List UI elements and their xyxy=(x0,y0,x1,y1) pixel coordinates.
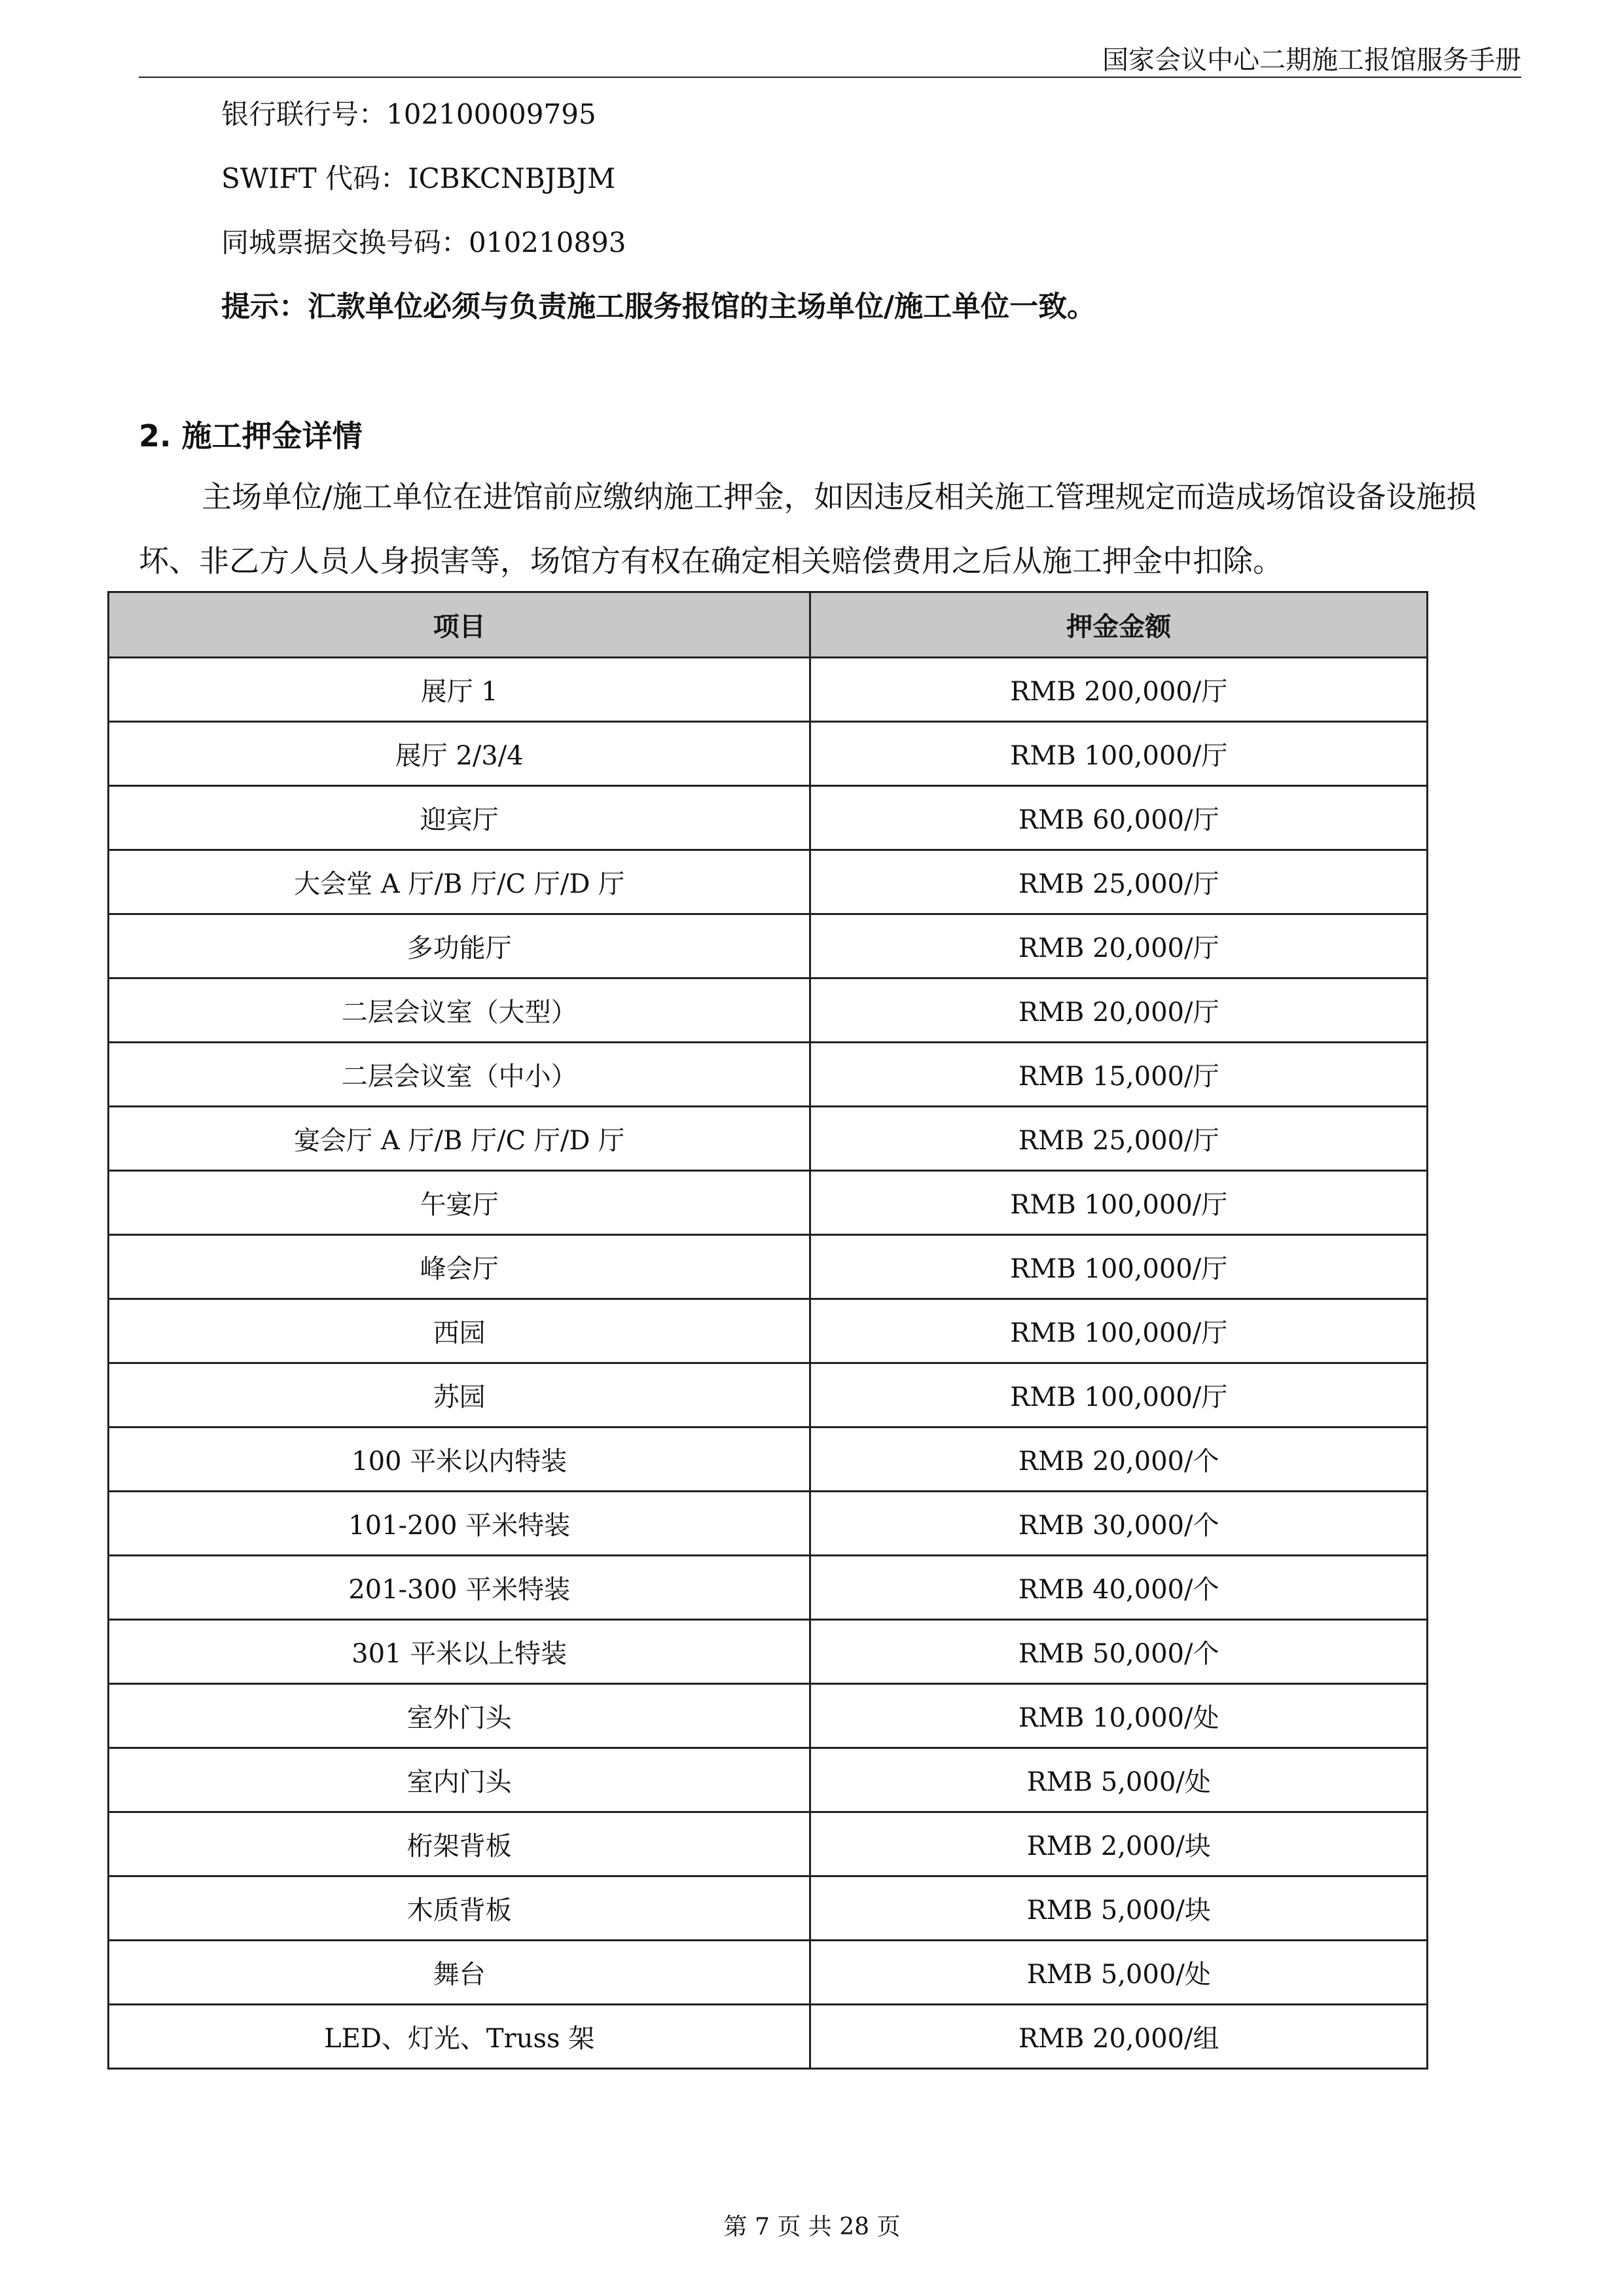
table-row xyxy=(109,850,1428,914)
amount-cell: RMB 10,000/处 xyxy=(810,1684,1428,1748)
clearing-number: 同城票据交换号码：010210893 xyxy=(221,226,626,259)
table-row xyxy=(109,1941,1428,2005)
item-cell: 101-200 平米特装 xyxy=(109,1492,810,1556)
remittance-hint: 提示：汇款单位必须与负责施工服务报馆的主场单位/施工单位一致。 xyxy=(221,290,1096,323)
item-cell: 宴会厅 A 厅/B 厅/C 厅/D 厅 xyxy=(109,1107,810,1171)
amount-cell: RMB 5,000/处 xyxy=(810,1748,1428,1812)
item-cell: 峰会厅 xyxy=(109,1235,810,1299)
item-cell: 二层会议室（大型） xyxy=(109,978,810,1043)
amount-cell: RMB 30,000/个 xyxy=(810,1492,1428,1556)
table-row xyxy=(109,914,1428,978)
amount-cell: RMB 100,000/厅 xyxy=(810,1299,1428,1363)
page-footer: 第 7 页 共 28 页 xyxy=(723,2214,901,2240)
table-row xyxy=(109,786,1428,850)
amount-cell: RMB 20,000/个 xyxy=(810,1427,1428,1492)
table-row xyxy=(109,1556,1428,1620)
item-cell: 西园 xyxy=(109,1299,810,1363)
table-row xyxy=(109,1748,1428,1812)
item-cell: 迎宾厅 xyxy=(109,786,810,850)
table-row xyxy=(109,1812,1428,1876)
item-cell: 100 平米以内特装 xyxy=(109,1427,810,1492)
column-header-amount: 押金金额 xyxy=(810,592,1428,658)
item-cell: 室外门头 xyxy=(109,1684,810,1748)
table-row xyxy=(109,1876,1428,1941)
table-row xyxy=(109,1171,1428,1235)
table-row xyxy=(109,1043,1428,1107)
table-row xyxy=(109,658,1428,722)
item-cell: 舞台 xyxy=(109,1941,810,2005)
item-cell: 午宴厅 xyxy=(109,1171,810,1235)
amount-cell: RMB 100,000/厅 xyxy=(810,1363,1428,1427)
item-cell: 大会堂 A 厅/B 厅/C 厅/D 厅 xyxy=(109,850,810,914)
amount-cell: RMB 15,000/厅 xyxy=(810,1043,1428,1107)
table-row xyxy=(109,1235,1428,1299)
item-cell: 桁架背板 xyxy=(109,1812,810,1876)
bank-routing-number: 银行联行号：102100009795 xyxy=(221,98,596,130)
amount-cell: RMB 25,000/厅 xyxy=(810,1107,1428,1171)
item-cell: 苏园 xyxy=(109,1363,810,1427)
amount-cell: RMB 50,000/个 xyxy=(810,1620,1428,1684)
amount-cell: RMB 2,000/块 xyxy=(810,1812,1428,1876)
column-header-item: 项目 xyxy=(109,592,810,658)
item-cell: 201-300 平米特装 xyxy=(109,1556,810,1620)
amount-cell: RMB 100,000/厅 xyxy=(810,1235,1428,1299)
item-cell: 木质背板 xyxy=(109,1876,810,1941)
amount-cell: RMB 20,000/厅 xyxy=(810,914,1428,978)
item-cell: 展厅 2/3/4 xyxy=(109,722,810,786)
section-paragraph: 主场单位/施工单位在进馆前应缴纳施工押金，如因违反相关施工管理规定而造成场馆设备设施损坏、非乙方人员人身损害等，场馆方有权在确定相关赔偿费用之后从施工押金中扣除。 xyxy=(139,479,1477,579)
amount-cell: RMB 5,000/块 xyxy=(810,1876,1428,1941)
table-row xyxy=(109,1363,1428,1427)
item-cell: 多功能厅 xyxy=(109,914,810,978)
table-row xyxy=(109,1427,1428,1492)
item-cell: 室内门头 xyxy=(109,1748,810,1812)
amount-cell: RMB 200,000/厅 xyxy=(810,658,1428,722)
table-row xyxy=(109,978,1428,1043)
amount-cell: RMB 20,000/组 xyxy=(810,2005,1428,2069)
item-cell: 展厅 1 xyxy=(109,658,810,722)
table-row xyxy=(109,1299,1428,1363)
table-row xyxy=(109,2005,1428,2069)
amount-cell: RMB 5,000/处 xyxy=(810,1941,1428,2005)
amount-cell: RMB 25,000/厅 xyxy=(810,850,1428,914)
table-header-row xyxy=(109,592,1428,658)
amount-cell: RMB 60,000/厅 xyxy=(810,786,1428,850)
page-header-title: 国家会议中心二期施工报馆服务手册 xyxy=(1102,45,1521,75)
table-row xyxy=(109,1620,1428,1684)
amount-cell: RMB 100,000/厅 xyxy=(810,722,1428,786)
amount-cell: RMB 100,000/厅 xyxy=(810,1171,1428,1235)
item-cell: LED、灯光、Truss 架 xyxy=(109,2005,810,2069)
swift-code: SWIFT 代码：ICBKCNBJBJM xyxy=(221,162,616,194)
item-cell: 二层会议室（中小） xyxy=(109,1043,810,1107)
amount-cell: RMB 40,000/个 xyxy=(810,1556,1428,1620)
table-row xyxy=(109,1492,1428,1556)
amount-cell: RMB 20,000/厅 xyxy=(810,978,1428,1043)
table-body xyxy=(109,658,1428,2069)
table-row xyxy=(109,1107,1428,1171)
section-title: 2. 施工押金详情 xyxy=(139,418,363,454)
header-divider xyxy=(139,77,1521,78)
item-cell: 301 平米以上特装 xyxy=(109,1620,810,1684)
table-row xyxy=(109,722,1428,786)
table-row xyxy=(109,1684,1428,1748)
deposit-table xyxy=(107,591,1428,2070)
